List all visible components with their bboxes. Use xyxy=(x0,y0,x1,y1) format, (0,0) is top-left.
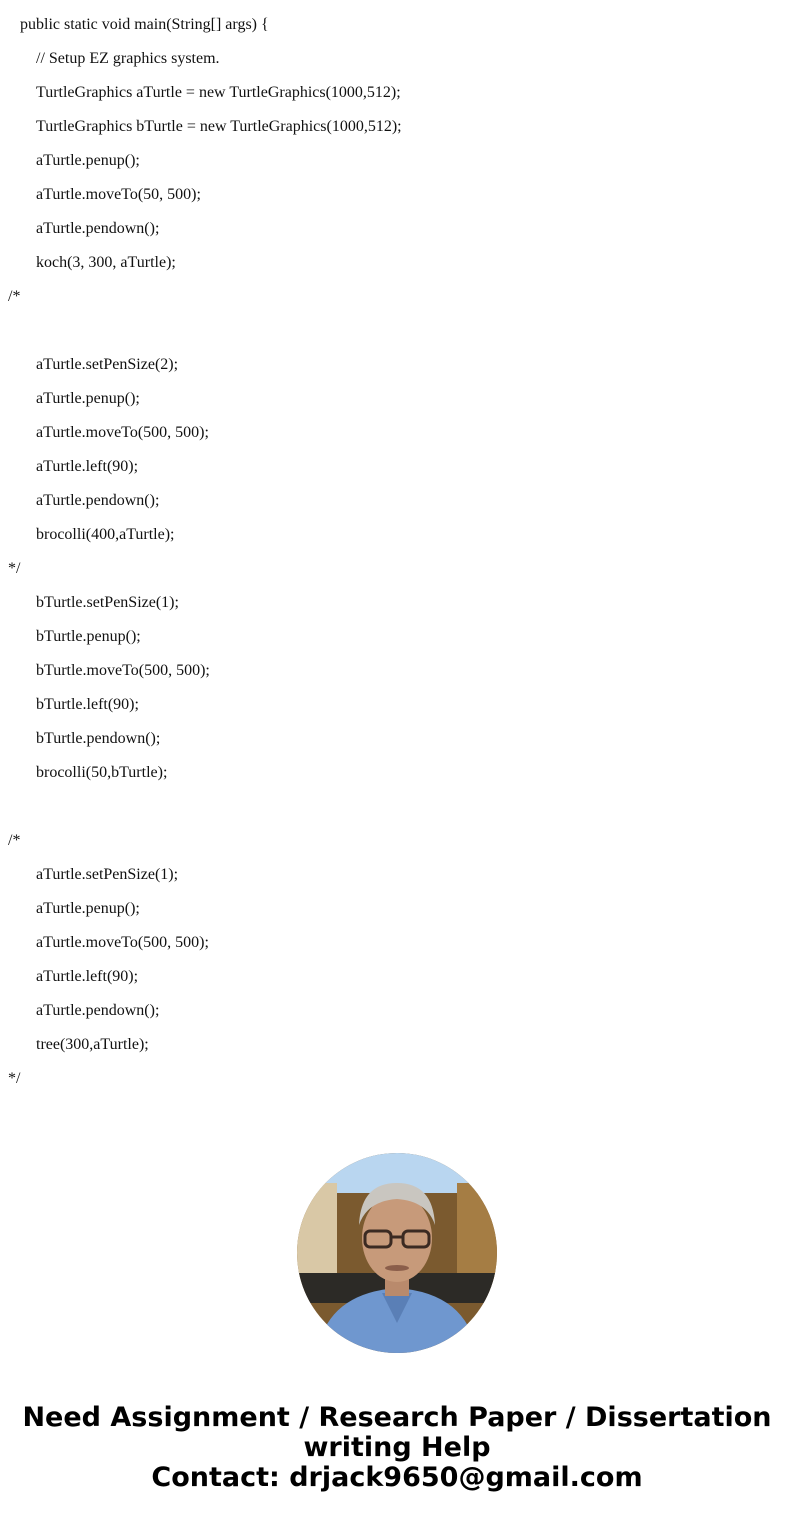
code-line: tree(300,aTurtle); xyxy=(36,1036,149,1053)
code-line: /* xyxy=(8,288,21,305)
code-line: */ xyxy=(8,1070,21,1087)
code-line: TurtleGraphics aTurtle = new TurtleGraphics(1000,512); xyxy=(36,84,401,101)
code-line: aTurtle.moveTo(50, 500); xyxy=(36,186,201,203)
promo-contact: Contact: drjack9650@gmail.com xyxy=(151,1462,643,1493)
promo-headline: Need Assignment / Research Paper / Dissertation xyxy=(22,1402,772,1433)
avatar-portrait xyxy=(297,1153,497,1353)
code-line: aTurtle.setPenSize(1); xyxy=(36,866,179,883)
code-line: brocolli(400,aTurtle); xyxy=(36,526,175,543)
code-line: brocolli(50,bTurtle); xyxy=(36,764,168,781)
code-line: aTurtle.penup(); xyxy=(36,390,140,407)
author-avatar xyxy=(297,1153,497,1353)
code-line: bTurtle.setPenSize(1); xyxy=(36,594,179,611)
code-line: // Setup EZ graphics system. xyxy=(36,50,220,67)
code-line: bTurtle.pendown(); xyxy=(36,730,161,747)
code-line: koch(3, 300, aTurtle); xyxy=(36,254,176,271)
promo-subheadline: writing Help xyxy=(303,1432,491,1463)
code-line xyxy=(0,314,794,348)
code-line: bTurtle.moveTo(500, 500); xyxy=(36,662,210,679)
code-line: */ xyxy=(8,560,21,577)
code-line: aTurtle.pendown(); xyxy=(36,220,160,237)
code-line: aTurtle.setPenSize(2); xyxy=(36,356,179,373)
code-line: aTurtle.left(90); xyxy=(36,458,139,475)
code-line: /* xyxy=(8,832,21,849)
code-line: bTurtle.left(90); xyxy=(36,696,139,713)
code-line: aTurtle.pendown(); xyxy=(36,1002,160,1019)
code-line: aTurtle.penup(); xyxy=(36,152,140,169)
code-line: bTurtle.penup(); xyxy=(36,628,141,645)
code-line: TurtleGraphics bTurtle = new TurtleGraphics(1000,512); xyxy=(36,118,402,135)
promo-banner xyxy=(0,1403,794,1493)
code-line: aTurtle.left(90); xyxy=(36,968,139,985)
code-line: aTurtle.moveTo(500, 500); xyxy=(36,934,209,951)
code-line xyxy=(0,790,794,824)
code-line: aTurtle.moveTo(500, 500); xyxy=(36,424,209,441)
code-line: public static void main(String[] args) { xyxy=(20,16,269,33)
code-line: aTurtle.pendown(); xyxy=(36,492,160,509)
code-listing xyxy=(0,8,794,1096)
code-line: aTurtle.penup(); xyxy=(36,900,140,917)
